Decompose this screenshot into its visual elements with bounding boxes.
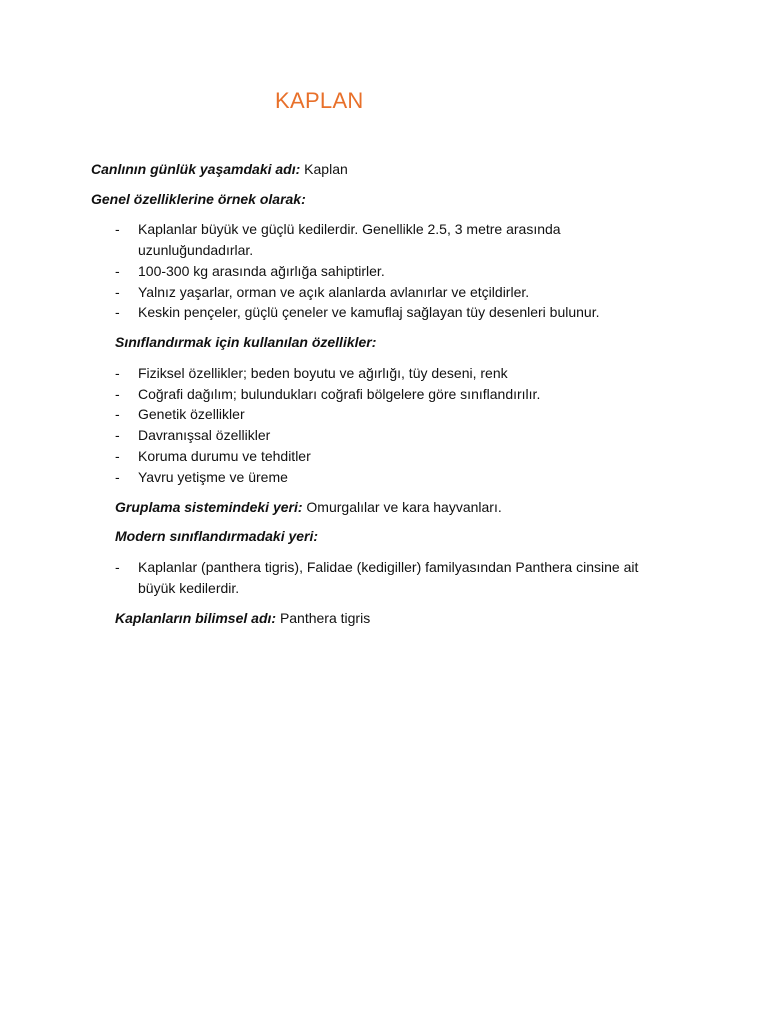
list-item [115,404,685,425]
list-item-text: Genetik özellikler [138,406,245,422]
classification-features-heading [115,332,376,352]
list-item-text: Yavru yetişme ve üreme [138,469,288,485]
list-item [115,219,685,261]
bullet-dash: - [115,284,120,300]
bullet-dash: - [115,469,120,485]
bullet-dash: - [115,221,120,237]
bullet-dash: - [115,263,120,279]
grouping-label: Gruplama sistemindeki yeri: [115,499,303,515]
list-item-text: Keskin pençeler, güçlü çeneler ve kamuflaj sağlayan tüy desenleri bulunur. [138,304,600,320]
scientific-name-line [115,608,370,628]
modern-classification-label: Modern sınıflandırmadaki yeri: [115,528,319,544]
list-item-text: Fiziksel özellikler; beden boyutu ve ağırlığı, tüy deseni, renk [138,365,508,381]
list-item-text: Kaplanlar (panthera tigris), Falidae (kedigiller) familyasından Panthera cinsine ait büyük kedilerdir. [138,559,639,596]
list-item [115,467,685,488]
modern-classification-heading [115,526,318,546]
common-name-label: Canlının günlük yaşamdaki adı: [91,161,301,177]
scientific-name-value: Panthera tigris [279,610,371,626]
list-item [115,384,685,405]
general-features-label: Genel özelliklerine örnek olarak: [91,191,306,207]
scientific-name-label: Kaplanların bilimsel adı: [115,610,277,626]
list-item-text: Kaplanlar büyük ve güçlü kedilerdir. Genellikle 2.5, 3 metre arasında uzunluğundadırlar. [138,221,561,258]
list-item-text: Davranışsal özellikler [138,427,271,443]
bullet-dash: - [115,386,120,402]
general-features-heading [91,189,306,209]
common-name-line [91,159,348,179]
list-item [115,557,685,599]
grouping-line [115,497,502,517]
page-title: KAPLAN [275,88,364,113]
bullet-dash: - [115,559,120,575]
classification-features-label: Sınıflandırmak için kullanılan özellikler: [115,334,377,350]
bullet-dash: - [115,448,120,464]
list-item-text: Coğrafi dağılım; bulundukları coğrafi bölgelere göre sınıflandırılır. [138,386,541,402]
list-item [115,261,685,282]
common-name-value: Kaplan [304,161,348,177]
bullet-dash: - [115,427,120,443]
bullet-dash: - [115,406,120,422]
bullet-dash: - [115,304,120,320]
list-item-text: Koruma durumu ve tehditler [138,448,311,464]
list-item [115,302,685,323]
list-item [115,446,685,467]
grouping-value: Omurgalılar ve kara hayvanları. [306,499,502,515]
list-item [115,363,685,384]
bullet-dash: - [115,365,120,381]
list-item [115,282,685,303]
list-item-text: 100-300 kg arasında ağırlığa sahiptirler. [138,263,385,279]
list-item [115,425,685,446]
list-item-text: Yalnız yaşarlar, orman ve açık alanlarda avlanırlar ve etçildirler. [138,284,530,300]
